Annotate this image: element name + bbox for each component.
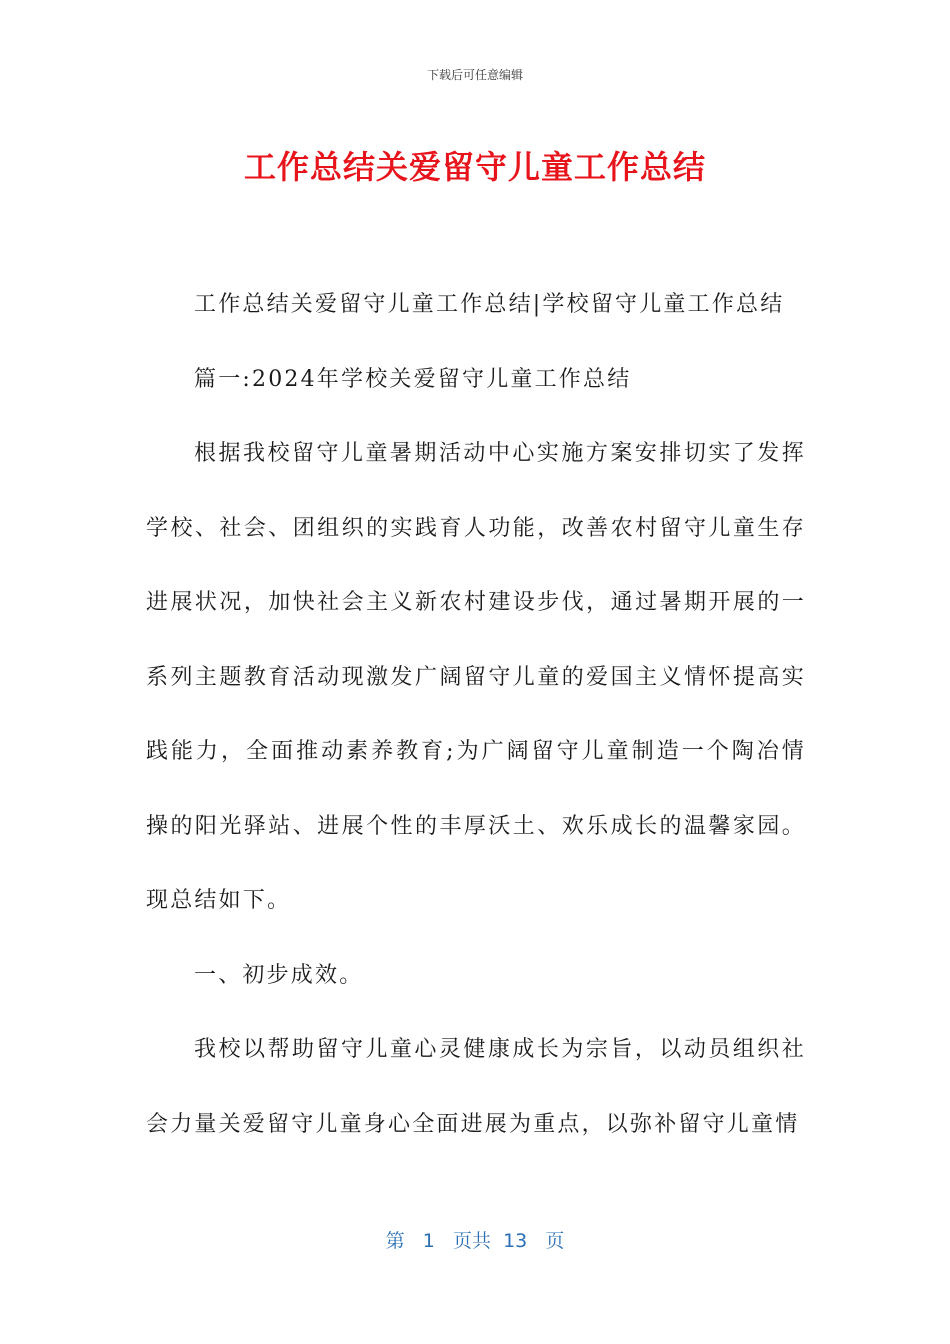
footer-middle: 页共 xyxy=(452,1230,491,1252)
document-title: 工作总结关爱留守儿童工作总结 xyxy=(243,148,706,186)
page-footer xyxy=(0,1226,950,1253)
footer-total-pages: 13 xyxy=(503,1230,528,1252)
paragraph-section-heading: 篇一:2024年学校关爱留守儿童工作总结 xyxy=(194,366,632,392)
paragraph-intro: 根据我校留守儿童暑期活动中心实施方案安排切实了发挥学校、社会、团组织的实践育人功能，改善农村留守儿童生存进展状况，加快社会主义新农村建设步伐，通过暑期开展的一系列主题教育活动现激发广阔留守儿童的爱国主义情怀提高实践能力，全面推动素养教育;为广阔留守儿童制造一个陶冶情操的阳光驿站、进展个性的丰厚沃土、欢乐成长的温馨家园。现总结如下。 xyxy=(146,441,806,913)
paragraph-heading-results: 一、初步成效。 xyxy=(194,962,364,988)
footer-current-page: 1 xyxy=(422,1230,435,1252)
header-note: 下载后可任意编辑 xyxy=(426,68,523,82)
paragraph-subtitle: 工作总结关爱留守儿童工作总结|学校留守儿童工作总结 xyxy=(194,292,785,317)
footer-suffix: 页 xyxy=(545,1230,565,1252)
paragraph-results: 我校以帮助留守儿童心灵健康成长为宗旨，以动员组织社会力量关爱留守儿童身心全面进展为重点，以弥补留守儿童情 xyxy=(146,1037,806,1137)
footer-prefix: 第 xyxy=(385,1230,405,1252)
document-body xyxy=(146,268,806,1162)
